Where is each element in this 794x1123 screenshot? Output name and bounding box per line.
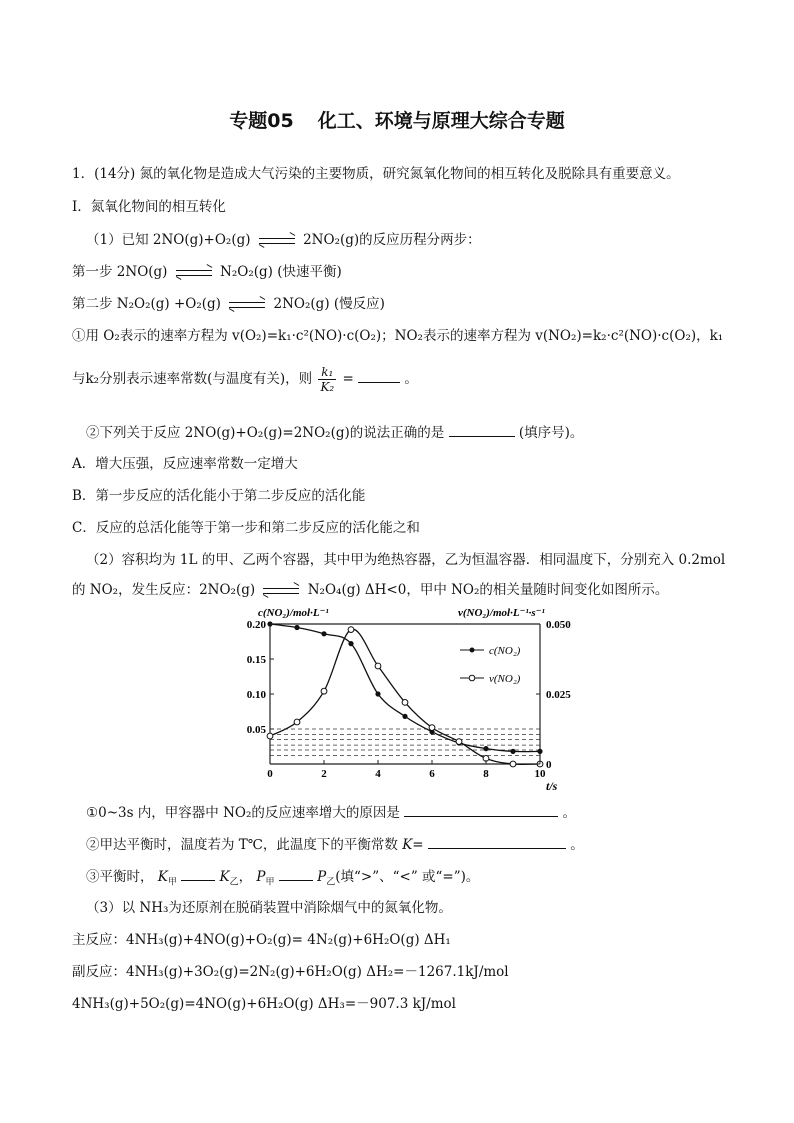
frac-numerator: k₁: [321, 365, 334, 379]
equilibrium-arrow-icon: [259, 236, 295, 246]
answer-blank[interactable]: [428, 835, 566, 849]
data-point-v-no2: [321, 688, 327, 694]
sub-jia: 甲: [167, 877, 177, 888]
data-point-v-no2: [348, 627, 354, 633]
answer-blank[interactable]: [449, 423, 515, 437]
x-axis-label: t/s: [546, 779, 558, 793]
y-left-tick-label: 0.05: [246, 724, 266, 736]
data-point-c-no2: [537, 749, 542, 754]
option-b: B．第一步反应的活化能小于第二步反应的活化能: [72, 488, 366, 504]
right-axis-title: v(NO₂)/mol·L⁻¹·s⁻¹: [458, 607, 545, 619]
frac-denominator: K₂: [320, 380, 335, 394]
question-2-2: [86, 835, 584, 854]
legend-marker-open: [469, 675, 475, 681]
x-tick-label: 4: [375, 768, 381, 780]
question-2-line1: （2）容积均为 1L 的甲、乙两个容器，其中甲为绝热容器，乙为恒温容器．相同温度下，分别充入 0.2mol: [86, 552, 726, 568]
y-left-tick-label: 0.20: [246, 619, 266, 631]
legend-v-no2: v(NO₂): [489, 673, 521, 685]
sub-yi: 乙: [229, 877, 239, 888]
equilibrium-arrow-icon: [263, 586, 299, 596]
question-1-1-cont: [72, 365, 418, 394]
data-point-c-no2: [348, 641, 353, 646]
y-right-tick-label: 0: [546, 759, 552, 771]
rate-constant-fraction: [318, 365, 336, 394]
data-point-v-no2: [510, 761, 516, 767]
data-point-c-no2: [510, 749, 515, 754]
q2-3-text: ③平衡时，: [86, 869, 154, 885]
equals: =: [412, 837, 424, 853]
question-2-3: ③平衡时， $K_甲$ $K_乙$， $P_甲$ $P_乙$(填“>”、“<” 或“=”)。: [86, 869, 480, 888]
legend-c-no2: c(NO₂): [489, 645, 521, 657]
option-a: A．增大压强，反应速率常数一定增大: [72, 456, 298, 472]
data-point-c-no2: [375, 691, 380, 696]
question-intro: 1．(14分) 氮的氧化物是造成大气污染的主要物质，研究氮氧化物间的相互转化及脱除具有重要意义。: [72, 166, 680, 182]
data-point-c-no2: [321, 631, 326, 636]
step2-head: 第二步 N₂O₂(g) +O₂(g): [72, 296, 221, 312]
data-point-c-no2: [294, 625, 299, 630]
section-heading: I．氮氧化物间的相互转化: [72, 199, 226, 215]
no2-chart: [228, 602, 578, 797]
period: 。: [404, 371, 418, 387]
question-1: [86, 231, 481, 249]
q1-2-tail: (填序号)。: [518, 425, 584, 441]
sub-yi: 乙: [326, 877, 336, 888]
question-2-1: [86, 803, 576, 822]
question-1-1: ①用 O₂表示的速率方程为 v(O₂)=k₁·c²(NO)·c(O₂)；NO₂表示的速率方程为 v(NO₂)=k₂·c²(NO)·c(O₂)，k₁: [72, 328, 724, 344]
x-tick-label: 10: [534, 768, 546, 780]
k-yi: K: [219, 869, 230, 885]
data-point-c-no2: [402, 714, 407, 719]
x-tick-label: 2: [321, 768, 327, 780]
q2-1-text: ①0~3s 内，甲容器中 NO₂的反应速率增大的原因是: [86, 805, 400, 821]
q1-head: （1）已知 2NO(g)+O₂(g): [86, 232, 251, 248]
equilibrium-arrow-icon: [229, 300, 265, 310]
question-3: （3）以 NH₃为还原剂在脱硝装置中消除烟气中的氮氧化物。: [86, 900, 452, 916]
third-reaction: 4NH₃(g)+5O₂(g)=4NO(g)+6H₂O(g) ΔH₃=－907.3 kJ/mol: [72, 996, 456, 1012]
step-2: [72, 295, 385, 313]
step-1: [72, 263, 342, 281]
title-text: 化工、环境与原理大综合专题: [317, 110, 565, 132]
q2-2-text: ②甲达平衡时，温度若为 T℃，此温度下的平衡常数: [86, 837, 398, 853]
q2-line2-tail: N₂O₄(g) ΔH<0，甲中 NO₂的相关量随时间变化如图所示。: [307, 582, 669, 598]
title-number: 专题05: [229, 110, 294, 132]
data-point-v-no2: [402, 700, 408, 706]
answer-blank[interactable]: [404, 803, 558, 817]
series-line-c-no2: [270, 624, 540, 752]
y-right-tick-label: 0.050: [546, 619, 571, 631]
data-point-v-no2: [267, 733, 273, 739]
x-tick-label: 0: [267, 768, 273, 780]
q1-2-text: ②下列关于反应 2NO(g)+O₂(g)=2NO₂(g)的说法正确的是: [86, 425, 445, 441]
legend-marker-filled: [470, 648, 475, 653]
data-point-c-no2: [483, 746, 488, 751]
answer-blank[interactable]: [358, 369, 400, 383]
p-jia: P: [256, 869, 266, 885]
q2-line2-head: 的 NO₂，发生反应：2NO₂(g): [72, 582, 256, 598]
answer-blank[interactable]: [279, 867, 313, 881]
page-title: [0, 106, 794, 133]
data-point-v-no2: [456, 739, 462, 745]
left-axis-title: c(NO₂)/mol·L⁻¹: [258, 607, 329, 619]
data-point-v-no2: [294, 719, 300, 725]
step2-tail: 2NO₂(g) (慢反应): [273, 296, 385, 312]
main-reaction: 主反应：4NH₃(g)+4NO(g)+O₂(g)= 4N₂(g)+6H₂O(g) ΔH₁: [72, 932, 451, 948]
option-c: C．反应的总活化能等于第一步和第二步反应的活化能之和: [72, 520, 420, 536]
period: 。: [562, 805, 576, 821]
x-tick-label: 8: [483, 768, 489, 780]
equals: =: [342, 371, 354, 387]
y-left-tick-label: 0.15: [246, 654, 266, 666]
data-point-v-no2: [375, 663, 381, 669]
sub-jia: 甲: [265, 877, 275, 888]
question-1-2: [86, 423, 583, 442]
k-symbol: K: [402, 837, 413, 853]
legend: [460, 645, 521, 685]
step1-head: 第一步 2NO(g): [72, 264, 168, 280]
x-tick-label: 6: [429, 768, 435, 780]
p-yi: P: [317, 869, 327, 885]
k-jia: K: [157, 869, 168, 885]
period: 。: [570, 837, 584, 853]
q1-1b-text: 与k₂分别表示速率常数(与温度有关)，则: [72, 371, 313, 387]
y-left-tick-label: 0.10: [246, 689, 266, 701]
equilibrium-arrow-icon: [176, 268, 212, 278]
step1-tail: N₂O₂(g) (快速平衡): [220, 264, 342, 280]
data-point-v-no2: [429, 725, 435, 731]
side-reaction: 副反应：4NH₃(g)+3O₂(g)=2N₂(g)+6H₂O(g) ΔH₂=－1267.1kJ/mol: [72, 964, 509, 980]
answer-blank[interactable]: [181, 867, 215, 881]
q2-3-tail: (填“>”、“<” 或“=”)。: [335, 869, 480, 885]
q1-tail: 2NO₂(g)的反应历程分两步：: [303, 232, 481, 248]
y-right-tick-label: 0.025: [546, 689, 571, 701]
question-2-line2: [72, 581, 668, 599]
